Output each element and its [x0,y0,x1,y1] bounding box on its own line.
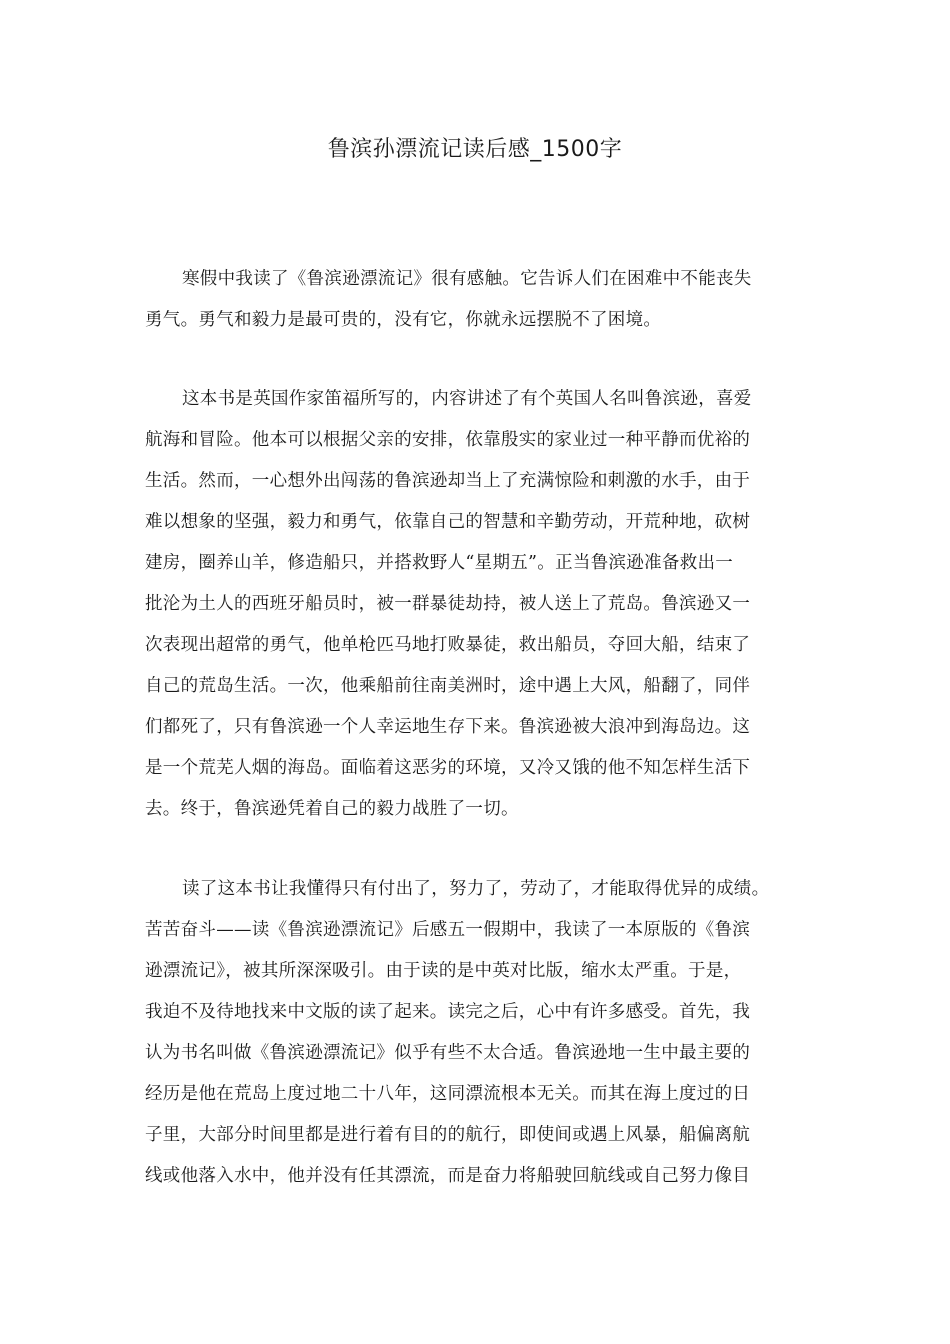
paragraph-line: 逊漂流记》，被其所深深吸引。由于读的是中英对比版，缩水太严重。于是， [145,961,742,981]
paragraph-line: 是一个荒芜人烟的海岛。面临着这恶劣的环境，又冷又饿的他不知怎样生活下 [145,758,751,778]
paragraph-line: 经历是他在荒岛上度过地二十八年，这同漂流根本无关。而其在海上度过的日 [145,1084,751,1104]
paragraph-1 [145,259,805,341]
paragraph-2 [145,379,805,830]
paragraph-line: 难以想象的坚强，毅力和勇气，依靠自己的智慧和辛勤劳动，开荒种地，砍树 [145,512,751,532]
paragraph-line: 自己的荒岛生活。一次，他乘船前往南美洲时，途中遇上大风，船翻了，同伴 [145,676,751,696]
paragraph-line: 次表现出超常的勇气，他单枪匹马地打败暴徒，救出船员，夺回大船，结束了 [145,635,751,655]
document-title: 鲁滨孙漂流记读后感_1500字 [327,137,623,162]
paragraph-line: 线或他落入水中，他并没有任其漂流，而是奋力将船驶回航线或自己努力像目 [145,1166,751,1186]
paragraph-line: 批沦为土人的西班牙船员时，被一群暴徒劫持，被人送上了荒岛。鲁滨逊又一 [145,594,751,614]
paragraph-line: 这本书是英国作家笛福所写的，内容讲述了有个英国人名叫鲁滨逊，喜爱 [182,389,752,409]
paragraph-line: 子里，大部分时间里都是进行着有目的的航行，即使间或遇上风暴，船偏离航 [145,1125,751,1145]
paragraph-line: 勇气。勇气和毅力是最可贵的，没有它，你就永远摆脱不了困境。 [145,310,662,330]
paragraph-line: 读了这本书让我懂得只有付出了，努力了，劳动了，才能取得优异的成绩。 [182,879,770,899]
paragraph-line: 去。终于，鲁滨逊凭着自己的毅力战胜了一切。 [145,799,519,819]
paragraph-line: 生活。然而，一心想外出闯荡的鲁滨逊却当上了充满惊险和刺激的水手，由于 [145,471,751,491]
paragraph-line: 苦苦奋斗——读《鲁滨逊漂流记》后感五一假期中，我读了一本原版的《鲁滨 [145,920,751,940]
paragraph-line: 寒假中我读了《鲁滨逊漂流记》很有感触。它告诉人们在困难中不能丧失 [182,269,752,289]
paragraph-line: 我迫不及待地找来中文版的读了起来。读完之后，心中有许多感受。首先，我 [145,1002,751,1022]
paragraph-line: 建房，圈养山羊，修造船只，并搭救野人“星期五”。正当鲁滨逊准备救出一 [145,553,734,573]
paragraph-line: 认为书名叫做《鲁滨逊漂流记》似乎有些不太合适。鲁滨逊地一生中最主要的 [145,1043,751,1063]
paragraph-3 [145,869,805,1197]
paragraph-line: 航海和冒险。他本可以根据父亲的安排，依靠殷实的家业过一种平静而优裕的 [145,430,751,450]
paragraph-line: 们都死了，只有鲁滨逊一个人幸运地生存下来。鲁滨逊被大浪冲到海岛边。这 [145,717,751,737]
